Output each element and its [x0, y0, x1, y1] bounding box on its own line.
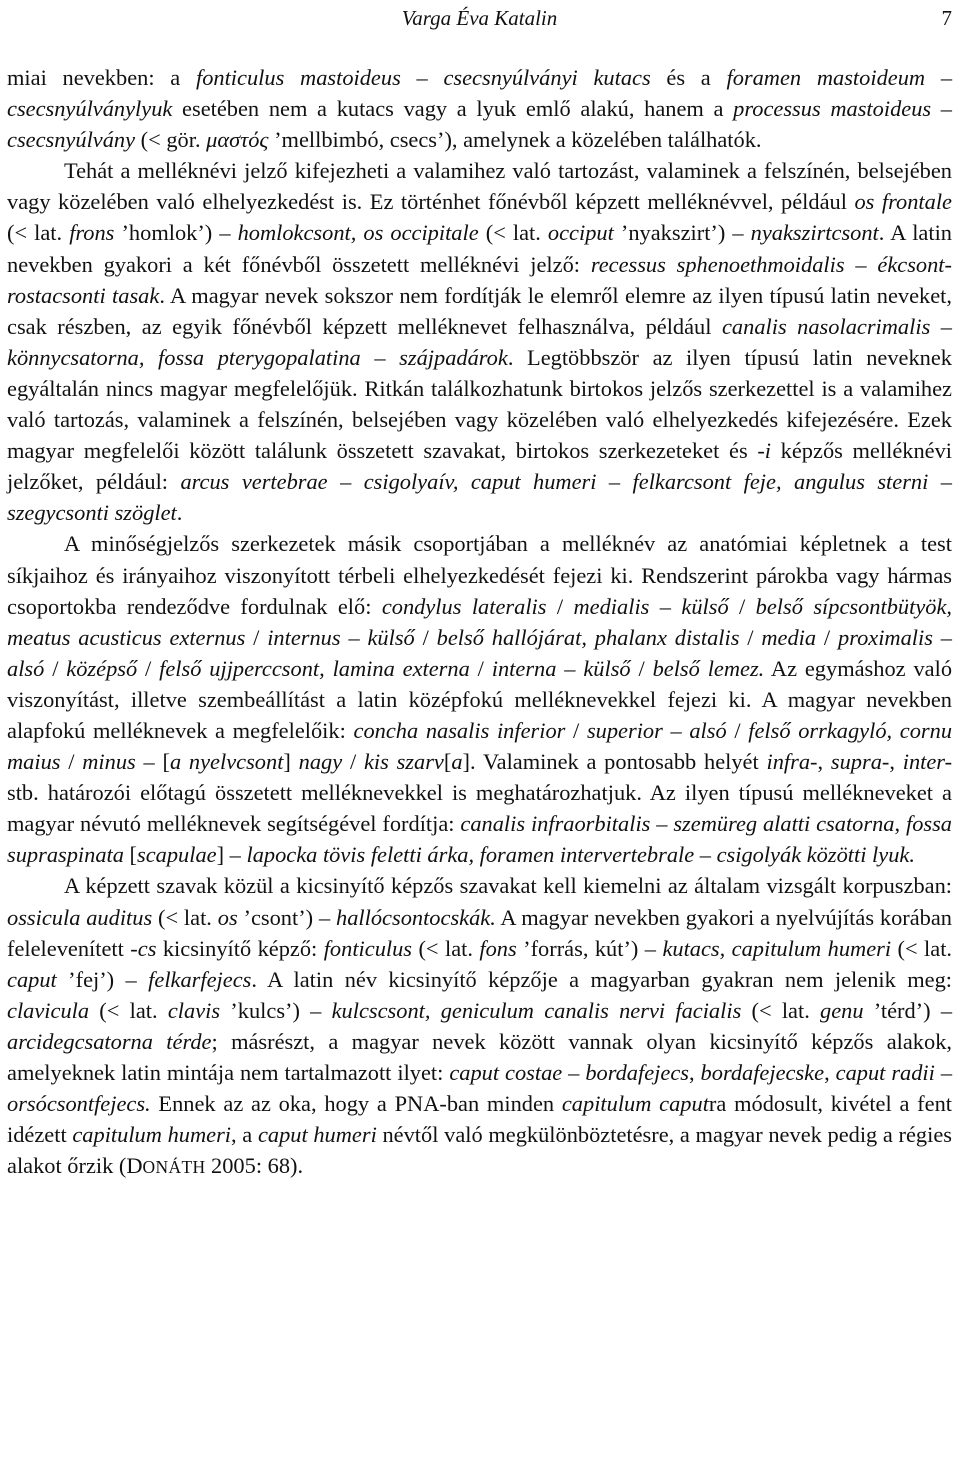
italic-term: capitulum humeri	[72, 1122, 232, 1148]
italic-term: caput	[7, 966, 57, 992]
body-text	[7, 62, 952, 1183]
italic-term: lapocka tövis feletti árka, foramen intervertebrale	[246, 842, 695, 868]
italic-term: könnycsatorna, fossa pterygopalatina	[7, 344, 361, 370]
italic-term: caput radii	[835, 1060, 935, 1085]
italic-term: szájpadárok	[399, 344, 508, 370]
italic-term: canalis infraorbitalis	[460, 811, 651, 837]
italic-term: külső	[367, 624, 415, 650]
italic-term: superior	[586, 717, 663, 743]
italic-term: minus	[82, 749, 136, 775]
italic-term: felkarfejecs	[148, 966, 252, 992]
italic-term: külső	[681, 593, 729, 619]
italic-term: fons	[479, 935, 517, 961]
italic-term: -i	[757, 438, 772, 464]
italic-term: inter-	[902, 749, 953, 775]
italic-term: ékcsontrostacsonti tasak	[7, 251, 952, 308]
italic-term: scapulae	[137, 842, 217, 868]
italic-term: os	[217, 904, 238, 930]
small-caps-text: ONÁTH	[142, 1157, 206, 1178]
page-header	[7, 2, 952, 34]
italic-term: -cs	[130, 935, 157, 961]
italic-term: fossa supraspinata	[7, 811, 953, 868]
italic-term: nyakszirtcsont	[750, 220, 879, 246]
running-head: Varga Éva Katalin	[401, 6, 558, 30]
italic-term: internus	[267, 624, 341, 650]
italic-term: caput costae	[449, 1060, 563, 1085]
italic-term: proximalis	[838, 624, 933, 650]
italic-term: condylus lateralis	[381, 593, 547, 619]
italic-term: recessus sphenoethmoidalis	[590, 251, 845, 277]
italic-term: infra-	[766, 749, 818, 775]
italic-term: supra-	[830, 749, 890, 775]
italic-term: a	[451, 749, 463, 775]
italic-term: interna	[491, 655, 557, 681]
italic-term: a nyelvcsont	[169, 749, 284, 775]
italic-term: alsó	[7, 655, 45, 681]
italic-term: clavis	[167, 997, 221, 1023]
italic-term: medialis	[573, 593, 650, 619]
italic-term: csecsnyúlványlyuk	[7, 96, 173, 122]
italic-term: csecsnyúlványi kutacs	[443, 65, 651, 90]
italic-term: belső hallójárat, phalanx distalis	[436, 624, 740, 650]
italic-term: külső	[583, 655, 631, 681]
italic-term: csigolyák közötti lyuk.	[716, 842, 915, 868]
italic-term: arcidegcsatorna térde	[7, 1028, 212, 1054]
paragraph: A képzett szavak közül a kicsinyítő képzős szavakat kell kiemelni az általam vizsgált korpuszban: ossicula auditus (< lat. os ’csont’) – hallócsontocskák. A magyar nevekben gyakori a nyelvújítás korában felelevenített -cs kicsinyítő képző: fonticulus (< lat. fons ’forrás, kút’) – kutacs, capitulum humeri (< lat. caput ’fej’) – felkarfejecs. A latin név kicsinyítő képzője a magyarban gyakran nem jelenik meg: clavicula (< lat. clavis ’kulcs’) – kulcscsont, geniculum canalis nervi facialis (< lat. genu ’térd’) – arcidegcsatorna térde; másrészt, a magyar nevek között vannak olyan kicsinyítő képzős alakok, amelyeknek latin mintája nem tartalmazott ilyet: caput costae – bordafejecs, bordafejecske, caput radii – orsócsontfejecs. Ennek az az oka, hogy a PNA-ban minden capitulum caputra módosult, kivétel a fent idézett capitulum humeri, a caput humeri névtől való megkülönböztetésre, a magyar nevek pedig a régies alakot őrzik (DONÁTH 2005: 68).	[7, 873, 953, 1179]
italic-term: capitulum caput	[561, 1091, 709, 1117]
italic-term: fonticulus	[323, 935, 413, 961]
italic-term: felkarcsont feje, angulus sterni	[632, 469, 929, 495]
italic-term: os frontale	[854, 189, 952, 215]
italic-term: kis szarv	[363, 749, 444, 775]
italic-term: caput humeri	[257, 1122, 377, 1148]
italic-term: csigolyaív, caput humeri	[363, 469, 597, 495]
italic-term: μαστός	[206, 127, 269, 153]
italic-term: nagy	[298, 749, 343, 775]
italic-term: bordafejecske	[700, 1060, 825, 1085]
italic-term: clavicula	[7, 997, 90, 1023]
paragraph: A minőségjelzős szerkezetek másik csoportjában a melléknév az anatómiai képletnek a test síkjaihoz és irányaihoz viszonyított térbeli elhelyezkedését fejezi ki. Rendszerint párokba vagy hármas csoportokba rendeződve fordulnak elő: condylus lateralis / medialis – külső / belső sípcsontbütyök, meatus acusticus externus / internus – külső / belső hallójárat, phalanx distalis / media / proximalis – alsó / középső / felső ujjperccsont, lamina externa / interna – külső / belső lemez. Az egymáshoz való viszonyítást, illetve szembeállítást a latin középfokú melléknevekkel fejezi ki. A magyar nevekben alapfokú melléknevek a megfelelőik: concha nasalis inferior / superior – alsó / felső orrkagyló, cornu maius / minus – [a nyelvcsont] nagy / kis szarv[a]. Valaminek a pontosabb helyét infra-, supra-, inter- stb. határozói előtagú összetett melléknevekkel is meghatározhatjuk. Az ilyen típusú mellékneveket a magyar névutó melléknevek segítségével fordítja: canalis infraorbitalis – szemüreg alatti csatorna, fossa supraspinata [scapulae] – lapocka tövis feletti árka, foramen intervertebrale – csigolyák közötti lyuk.	[7, 531, 953, 868]
italic-term: foramen mastoideum	[726, 65, 926, 90]
italic-term: szemüreg alatti csatorna	[673, 811, 895, 837]
italic-term: occiput	[547, 220, 614, 246]
italic-term: orsócsontfejecs.	[7, 1091, 151, 1117]
italic-term: fonticulus mastoideus	[195, 65, 401, 90]
paragraph: Tehát a melléknévi jelző kifejezheti a valamihez való tartozást, valaminek a felszínén, belsejében vagy közelében való elhelyezkedést is. Ez történhet főnévből képzett melléknévvel, például os frontale (< lat. frons ’homlok’) – homlokcsont, os occipitale (< lat. occiput ’nyakszirt’) – nyakszirtcsont. A latin nevekben gyakori a két főnévből összetett melléknévi jelző: recessus sphenoethmoidalis – ékcsontrostacsonti tasak. A magyar nevek sokszor nem fordítják le elemről elemre az ilyen típusú latin neveket, csak részben, az egyik főnévből képzett melléknevet felhasználva, például canalis nasolacrimalis – könnycsatorna, fossa pterygopalatina – szájpadárok. Legtöbbször az ilyen típusú latin neveknek egyáltalán nincs magyar megfelelőjük. Ritkán találkozhatunk birtokos jelzős szerkezettel is a valamihez való tartozás, valaminek a felszínén, belsejében vagy közelében való elhelyezkedés kifejezésére. Ezek magyar megfelelői között találunk összetett szavakat, birtokos szerkezeteket és -i képzős melléknévi jelzőket, például: arcus vertebrae – csigolyaív, caput humeri – felkarcsont feje, angulus sterni – szegycsonti szöglet.	[7, 158, 953, 526]
italic-term: concha nasalis inferior	[353, 717, 566, 743]
italic-term: kutacs, capitulum humeri	[662, 935, 892, 961]
italic-term: canalis nasolacrimalis	[721, 313, 931, 339]
italic-term: belső lemez.	[652, 655, 765, 681]
italic-term: kulcscsont, geniculum canalis nervi facialis	[331, 997, 742, 1023]
italic-term: homlokcsont, os occipitale	[237, 220, 479, 246]
italic-term: bordafejecs	[585, 1060, 689, 1085]
italic-term: csecsnyúlvány	[7, 127, 136, 153]
italic-term: középső	[66, 655, 138, 681]
italic-term: frons	[69, 220, 115, 246]
italic-term: alsó	[689, 717, 727, 743]
italic-term: arcus vertebrae	[180, 469, 328, 495]
italic-term: genu	[820, 997, 864, 1023]
italic-term: belső sípcsontbütyök, meatus acusticus externus	[7, 593, 952, 650]
italic-term: felső ujjperccsont, lamina externa	[159, 655, 470, 681]
italic-term: szegycsonti szöglet	[7, 500, 177, 526]
page-number: 7	[941, 6, 952, 30]
italic-term: felső orrkagyló, cornu maius	[7, 717, 953, 775]
italic-term: ossicula auditus	[7, 904, 153, 930]
italic-term: media	[761, 624, 817, 650]
paragraph: miai nevekben: a fonticulus mastoideus – csecsnyúlványi kutacs és a foramen mastoideum – csecsnyúlványlyuk esetében nem a kutacs vagy a lyuk emlő alakú, hanem a processus mastoideus – csecsnyúlvány (< gör. μαστός ’mellbimbó, csecs’), amelynek a közelében találhatók.	[7, 65, 953, 153]
italic-term: processus mastoideus	[733, 96, 932, 122]
italic-term: hallócsontocskák.	[336, 904, 496, 930]
